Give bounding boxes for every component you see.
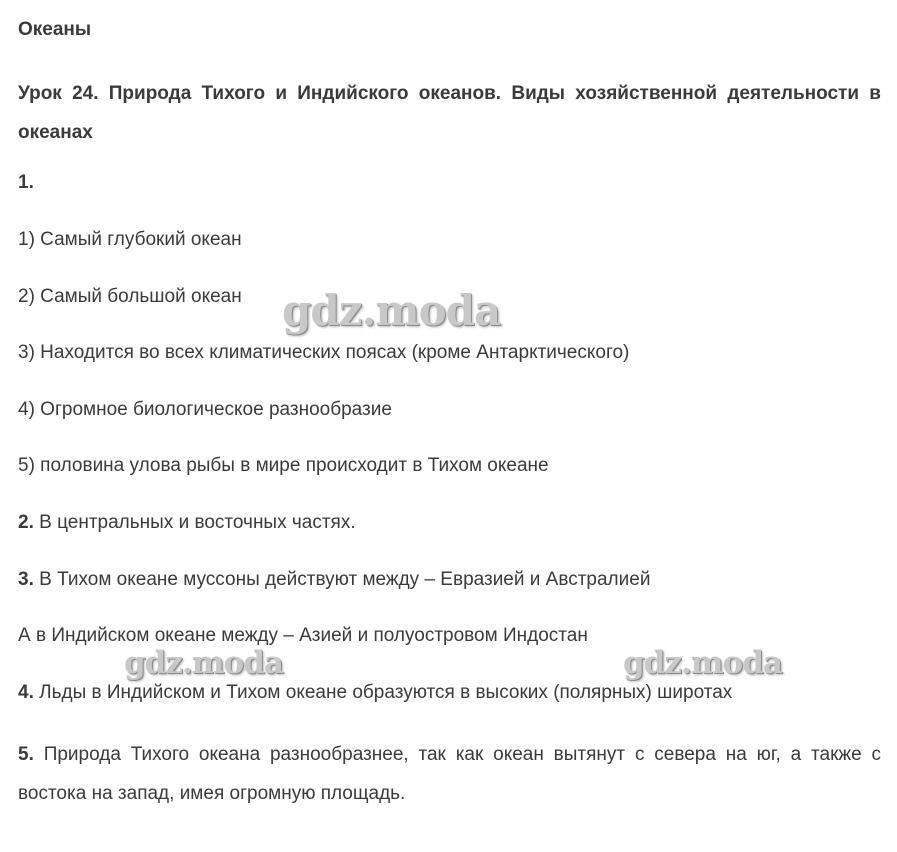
task-3-text: В Тихом океане муссоны действуют между – Евразией и Австралией bbox=[33, 569, 651, 590]
task-5-number: 5. bbox=[18, 744, 34, 765]
watermark-logo: gdz.moda bbox=[282, 286, 501, 335]
task-2 bbox=[18, 510, 356, 536]
task-4-number: 4. bbox=[18, 682, 34, 703]
task-1-item-1: 1) Самый глубокий океан bbox=[18, 229, 242, 250]
task-1-item-5: 5) половина улова рыбы в мире происходит в Тихом океане bbox=[18, 455, 549, 476]
section-title: Океаны bbox=[18, 19, 92, 40]
task-3-continuation: А в Индийском океане между – Азией и полуостровом Индостан bbox=[18, 625, 588, 646]
task-5-text: Природа Тихого океана разнообразнее, так как океан вытянут с севера на юг, а также с востока на запад, имея огромную площадь. bbox=[18, 744, 881, 804]
task-4 bbox=[18, 680, 732, 706]
task-1-item-4: 4) Огромное биологическое разнообразие bbox=[18, 399, 392, 420]
task-2-number: 2. bbox=[18, 512, 34, 533]
task-5 bbox=[18, 735, 881, 813]
task-1-number: 1. bbox=[18, 172, 34, 193]
task-1-item-3: 3) Находится во всех климатических поясах (кроме Антарктического) bbox=[18, 342, 630, 363]
task-3 bbox=[18, 567, 650, 593]
watermark-logo-left: gdz.moda bbox=[124, 645, 283, 681]
task-4-text: Льды в Индийском и Тихом океане образуются в высоких (полярных) широтах bbox=[33, 682, 733, 703]
task-3-number: 3. bbox=[18, 569, 34, 590]
lesson-title: Урок 24. Природа Тихого и Индийского океанов. Виды хозяйственной деятельности в океанах bbox=[18, 83, 881, 143]
watermark-logo-right: gdz.moda bbox=[623, 645, 782, 681]
task-1-item-2: 2) Самый большой океан bbox=[18, 286, 242, 307]
task-2-text: В центральных и восточных частях. bbox=[33, 512, 356, 533]
